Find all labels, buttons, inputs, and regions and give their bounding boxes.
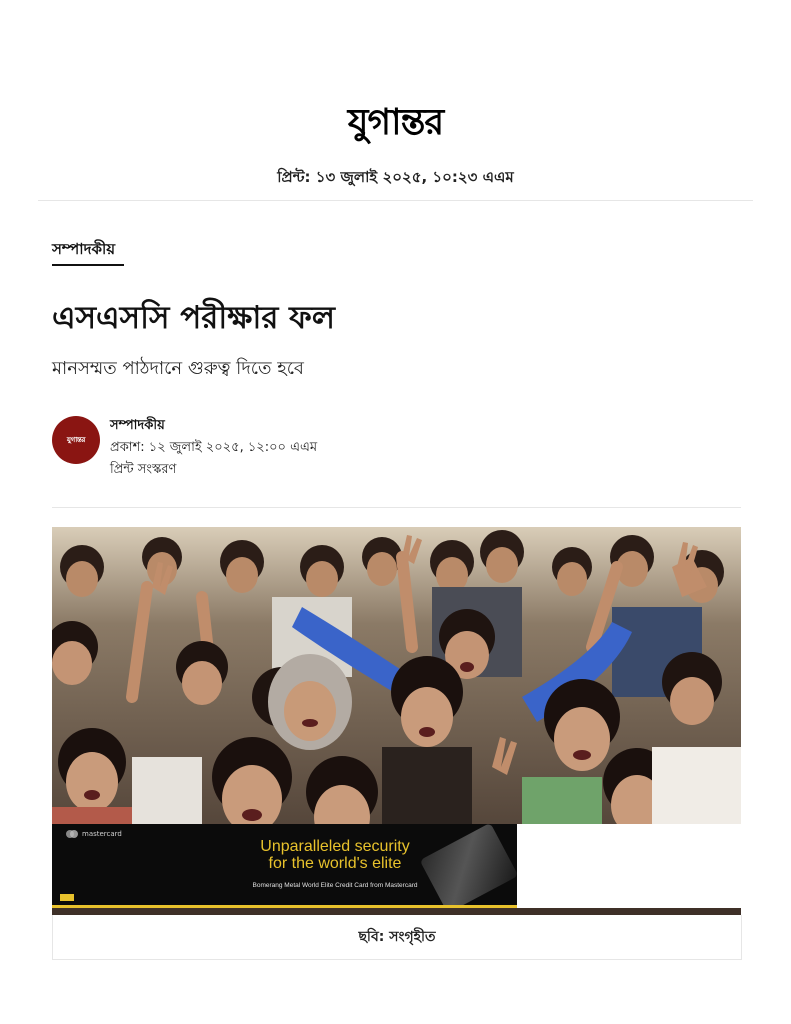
author-meta (110, 415, 317, 481)
article-headline: এসএসসি পরীক্ষার ফল (52, 300, 335, 336)
ad-headline-line2: for the world's elite (268, 855, 402, 872)
article-subheadline: মানসম্মত পাঠদানে গুরুত্ব দিতে হবে (52, 358, 304, 379)
site-logo[interactable]: যুগান্তর (347, 101, 444, 143)
ad-subtext: Bomerang Metal World Elite Credit Card from Mastercard (252, 882, 418, 889)
ad-headline (230, 838, 440, 872)
ad-accent-strip (52, 905, 517, 908)
ad-blank-area (517, 824, 741, 908)
mastercard-logo-icon (66, 830, 78, 838)
category-underline (52, 264, 124, 266)
avatar-logo: যুগান্তর (66, 435, 86, 444)
print-date: প্রিন্ট: ১৩ জুলাই ২০২৫, ১০:২৩ এএম (277, 168, 514, 186)
ad-brand (66, 830, 122, 838)
category-label[interactable]: সম্পাদকীয় (52, 240, 116, 258)
caption-text: ছবি: সংগৃহীত (358, 929, 436, 945)
credit-card-image (420, 824, 517, 908)
ad-headline-line1: Unparalleled security (260, 838, 410, 855)
avatar[interactable] (52, 416, 100, 464)
ad-banner[interactable] (52, 824, 517, 908)
divider (52, 507, 741, 508)
masthead (0, 100, 791, 144)
image-caption (52, 915, 742, 960)
divider (38, 200, 753, 201)
ad-badge (60, 894, 74, 901)
publish-date: প্রকাশ: ১২ জুলাই ২০২৫, ১২:০০ এএম (110, 440, 318, 455)
edition-label: প্রিন্ট সংস্করণ (110, 462, 177, 477)
ad-brand-name: mastercard (82, 830, 122, 838)
author-name[interactable]: সম্পাদকীয় (110, 418, 165, 433)
